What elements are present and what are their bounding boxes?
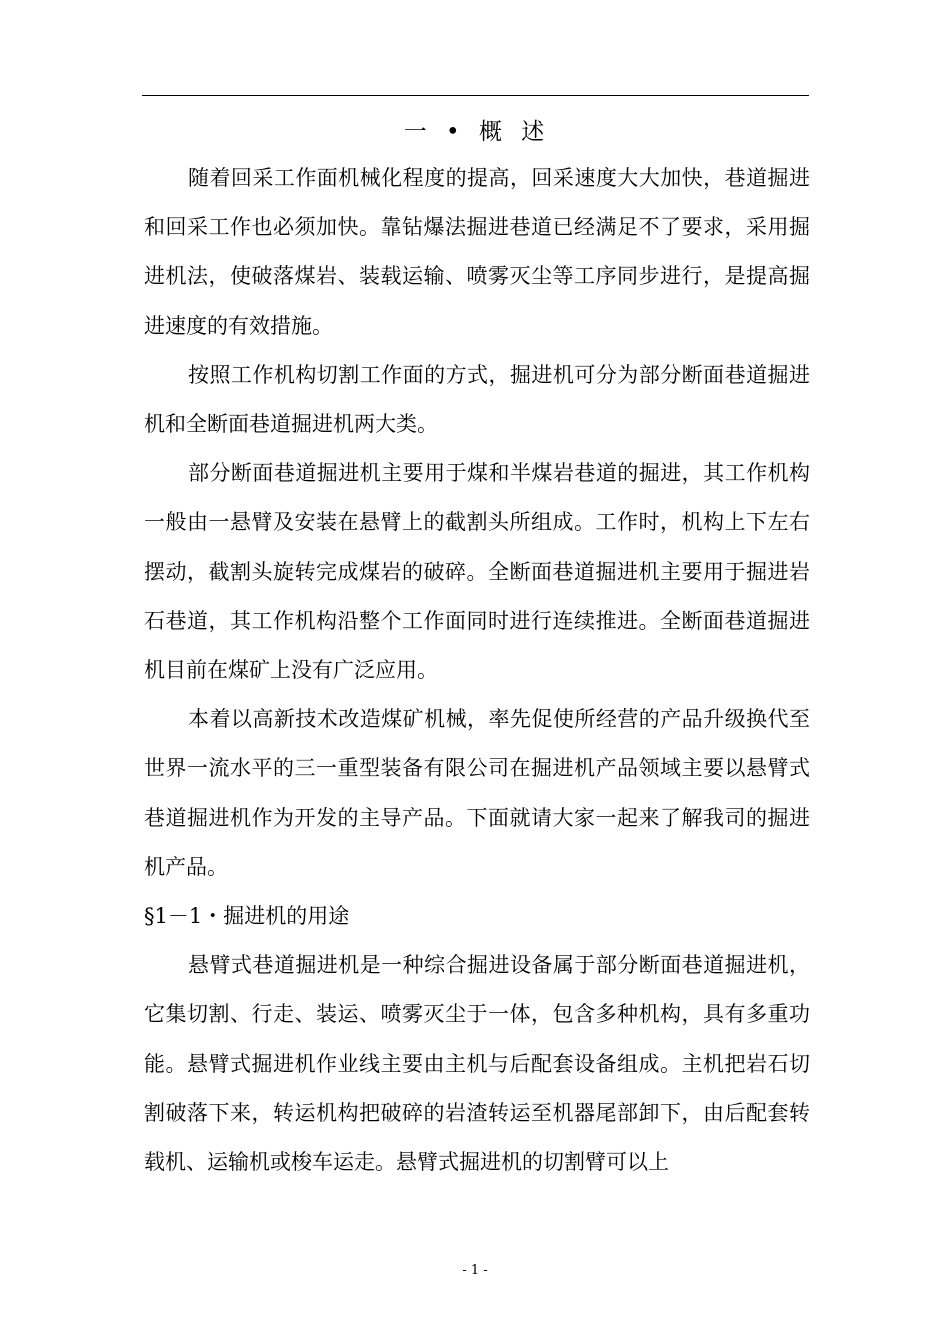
- paragraph-intro-2: 按照工作机构切割工作面的方式，掘进机可分为部分断面巷道掘进机和全断面巷道掘进机两大类。: [144, 362, 810, 437]
- section-heading: §1－1・掘进机的用途: [144, 904, 350, 929]
- paragraph-intro-3: 部分断面巷道掘进机主要用于煤和半煤岩巷道的掘进，其工作机构一般由一悬臂及安装在悬臂上的截割头所组成。工作时，机构上下左右摆动，截割头旋转完成煤岩的破碎。全断面巷道掘进机主要用于掘进岩石巷道，其工作机构沿整个工作面同时进行连续推进。全断面巷道掘进机目前在煤矿上没有广泛应用。: [144, 461, 810, 683]
- paragraph-section-1: 悬臂式巷道掘进机是一种综合掘进设备属于部分断面巷道掘进机，它集切割、行走、装运、喷雾灭尘于一体，包含多种机构，具有多重功能。悬臂式掘进机作业线主要由主机与后配套设备组成。主机把岩石切割破落下来，转运机构把破碎的岩渣转运至机器尾部卸下，由后配套转载机、运输机或梭车运走。悬臂式掘进机的切割臂可以上: [144, 953, 810, 1175]
- chapter-title: 一 • 概 述: [403, 119, 551, 145]
- paragraph-intro-1: 随着回采工作面机械化程度的提高，回采速度大大加快，巷道掘进和回采工作也必须加快。靠钻爆法掘进巷道已经满足不了要求，采用掘进机法，使破落煤岩、装载运输、喷雾灭尘等工序同步进行，是提高掘进速度的有效措施。: [144, 166, 810, 338]
- page-number: - 1 -: [462, 1263, 488, 1278]
- header-rule: [142, 95, 809, 96]
- paragraph-intro-4: 本着以高新技术改造煤矿机械，率先促使所经营的产品升级换代至世界一流水平的三一重型装备有限公司在掘进机产品领域主要以悬臂式巷道掘进机作为开发的主导产品。下面就请大家一起来了解我司的掘进机产品。: [144, 707, 810, 879]
- page-content: [144, 110, 810, 1187]
